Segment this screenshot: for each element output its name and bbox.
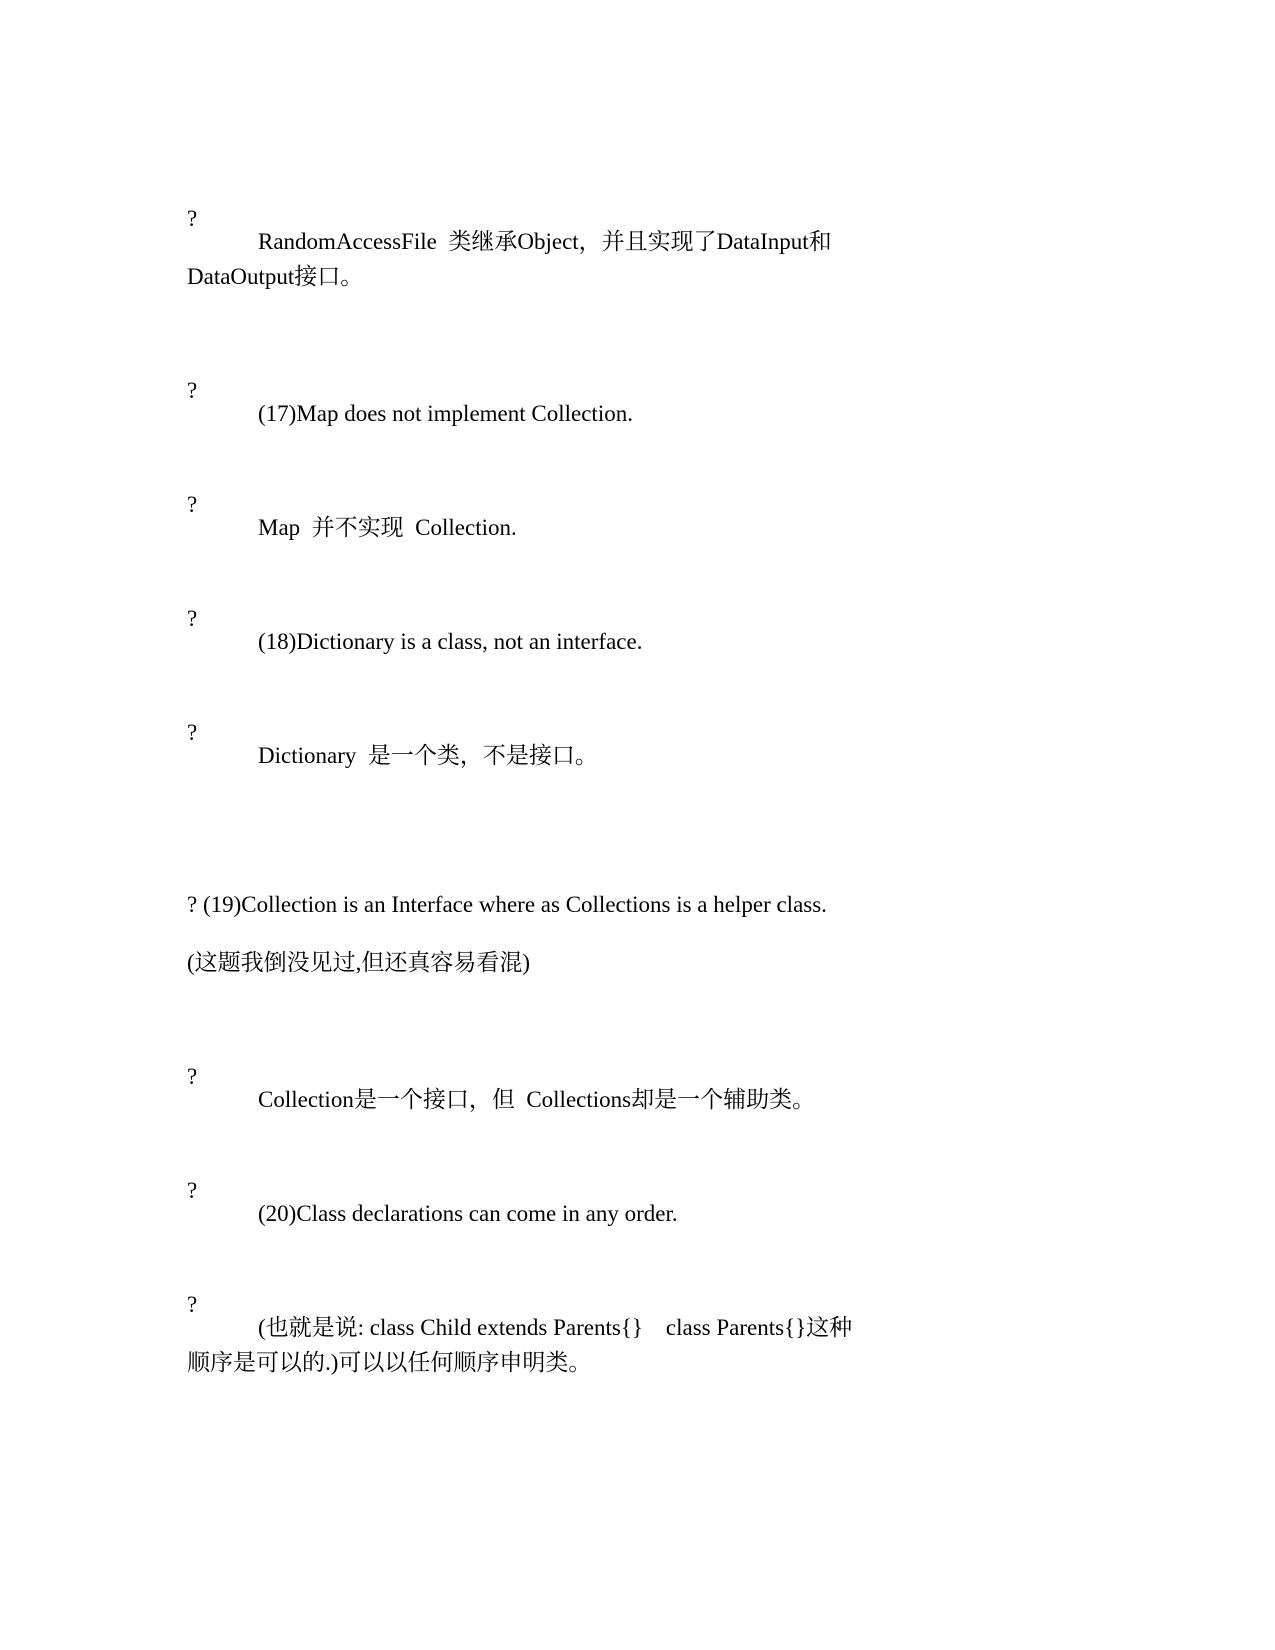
item-text: (也就是说: class Child extends Parents{} class Parents{}这种 [258, 1315, 853, 1340]
item-text: RandomAccessFile 类继承Object，并且实现了DataInput和 [258, 229, 832, 254]
list-item [0, 356, 633, 448]
item-text: (20)Class declarations can come in any order. [258, 1201, 678, 1226]
item-text: Collection是一个接口，但 Collections却是一个辅助类。 [258, 1087, 816, 1112]
bullet-marker: ? [187, 492, 198, 517]
list-item [0, 1156, 678, 1248]
bullet-marker: ? [187, 206, 198, 231]
item-text: 顺序是可以的.)可以以任何顺序申明类。 [187, 1350, 592, 1375]
list-item [0, 584, 643, 676]
item-text: DataOutput接口。 [187, 264, 364, 289]
bullet-marker: ? [187, 720, 198, 745]
continuation-line [0, 1328, 592, 1397]
continuation-line [0, 242, 364, 311]
item-text: (17)Map does not implement Collection. [258, 401, 633, 426]
list-item [0, 698, 598, 790]
bullet-marker: ? [187, 1178, 198, 1203]
list-item [0, 470, 517, 562]
item-text: (这题我倒没见过,但还真容易看混) [187, 950, 531, 975]
item-text: ? (19)Collection is an Interface where as Collections is a helper class. [187, 892, 827, 917]
bullet-marker: ? [187, 606, 198, 631]
bullet-marker: ? [187, 1064, 198, 1089]
bullet-marker: ? [187, 1292, 198, 1317]
list-item [0, 1042, 816, 1134]
item-text: Map 并不实现 Collection. [258, 515, 517, 540]
item-text: (18)Dictionary is a class, not an interface. [258, 629, 643, 654]
bullet-marker: ? [187, 378, 198, 403]
item-text: Dictionary 是一个类，不是接口。 [258, 743, 598, 768]
continuation-line [0, 928, 531, 997]
